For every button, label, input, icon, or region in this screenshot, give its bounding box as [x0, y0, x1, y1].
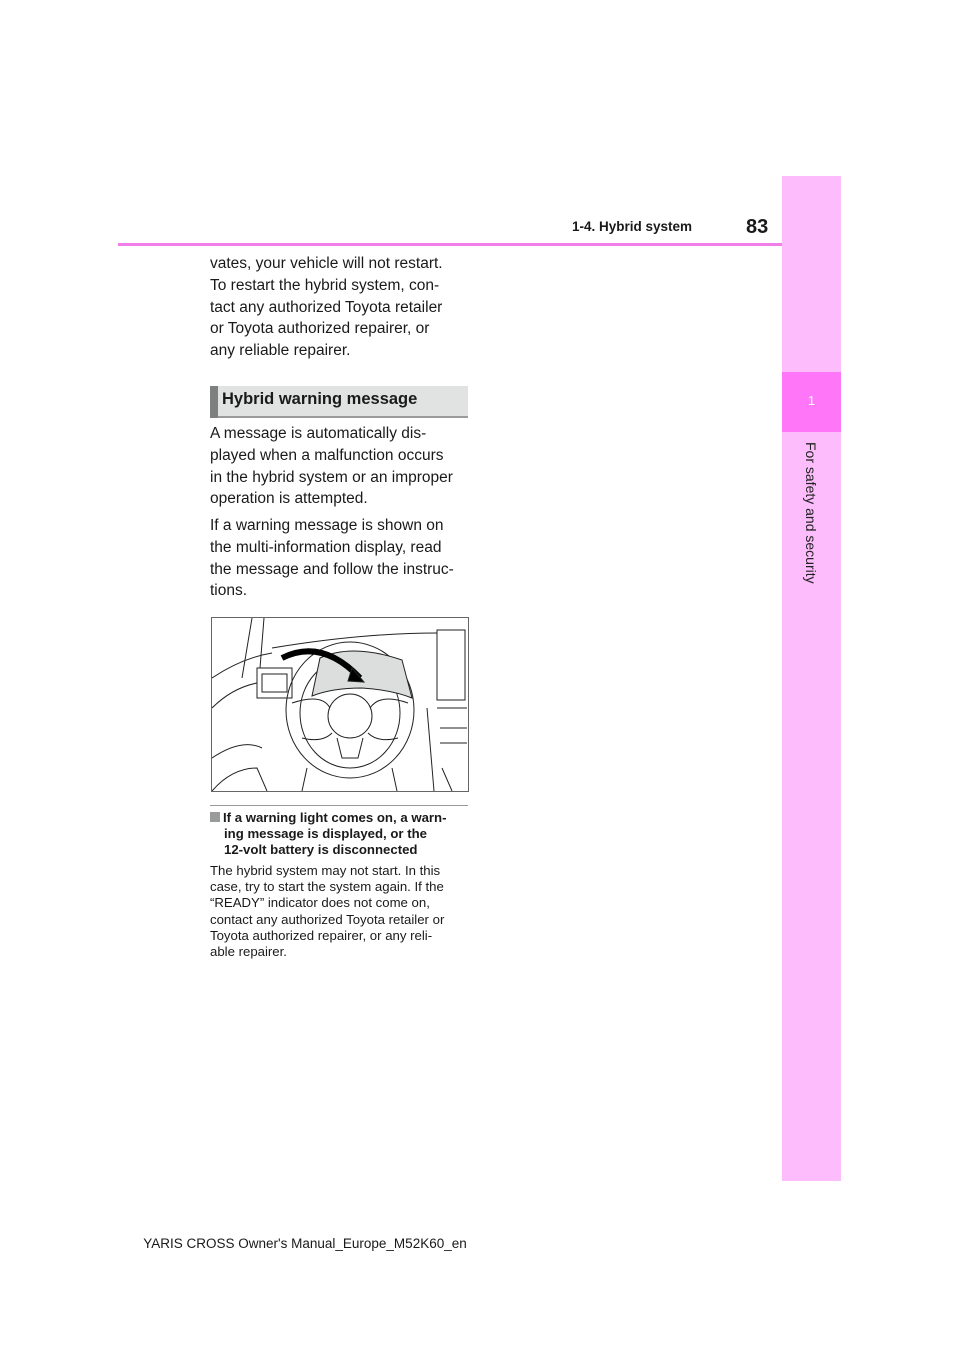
header-divider [118, 243, 782, 246]
page-number: 83 [746, 216, 769, 238]
footer-manual-title: YARIS CROSS Owner's Manual_Europe_M52K60_en [143, 1236, 467, 1251]
text-line: A message is automatically dis- [210, 425, 427, 442]
text-line: 12-volt battery is disconnected [224, 842, 418, 857]
square-bullet-icon [210, 812, 220, 822]
chapter-sidebar [782, 176, 841, 1181]
text-line: contact any authorized Toyota retailer or [210, 911, 445, 927]
chapter-number: 1 [807, 393, 816, 408]
text-line: vates, your vehicle will not restart. [210, 255, 443, 272]
text-line: or Toyota authorized repairer, or [210, 320, 430, 338]
text-line: case, try to start the system again. If the [210, 879, 444, 895]
text-line: in the hybrid system or an improper [210, 468, 453, 486]
dashboard-illustration [211, 617, 469, 792]
text-line: operation is attempted. [210, 490, 368, 508]
text-line: able repairer. [210, 944, 287, 960]
text-line: played when a malfunction occurs [210, 446, 444, 464]
subsection-divider [210, 805, 468, 806]
text-line: ing message is displayed, or the [224, 826, 428, 841]
text-line: The hybrid system may not start. In this [210, 863, 441, 878]
section-title: 1-4. Hybrid system [572, 219, 693, 234]
text-line: tact any authorized Toyota retailer [210, 298, 443, 316]
text-line: any reliable repairer. [210, 342, 351, 360]
text-line: “READY” indicator does not come on, [210, 895, 430, 911]
text-line: Toyota authorized repairer, or any reli- [210, 927, 433, 943]
note-paragraph [210, 863, 444, 960]
text-line: If a warning message is shown on [210, 517, 444, 534]
text-line: tions. [210, 582, 248, 600]
chapter-title: For safety and security [803, 442, 819, 584]
paragraph-2 [210, 515, 454, 602]
text-line: the message and follow the instruc- [210, 560, 454, 578]
text-line: the multi-information display, read [210, 538, 442, 556]
subheading [210, 810, 447, 858]
heading-bar [210, 386, 218, 418]
paragraph-1 [210, 423, 453, 510]
text-line: If a warning light comes on, a warn- [223, 810, 447, 825]
text-line: To restart the hybrid system, con- [210, 276, 440, 294]
intro-paragraph [210, 253, 443, 362]
section-heading: Hybrid warning message [222, 390, 418, 408]
